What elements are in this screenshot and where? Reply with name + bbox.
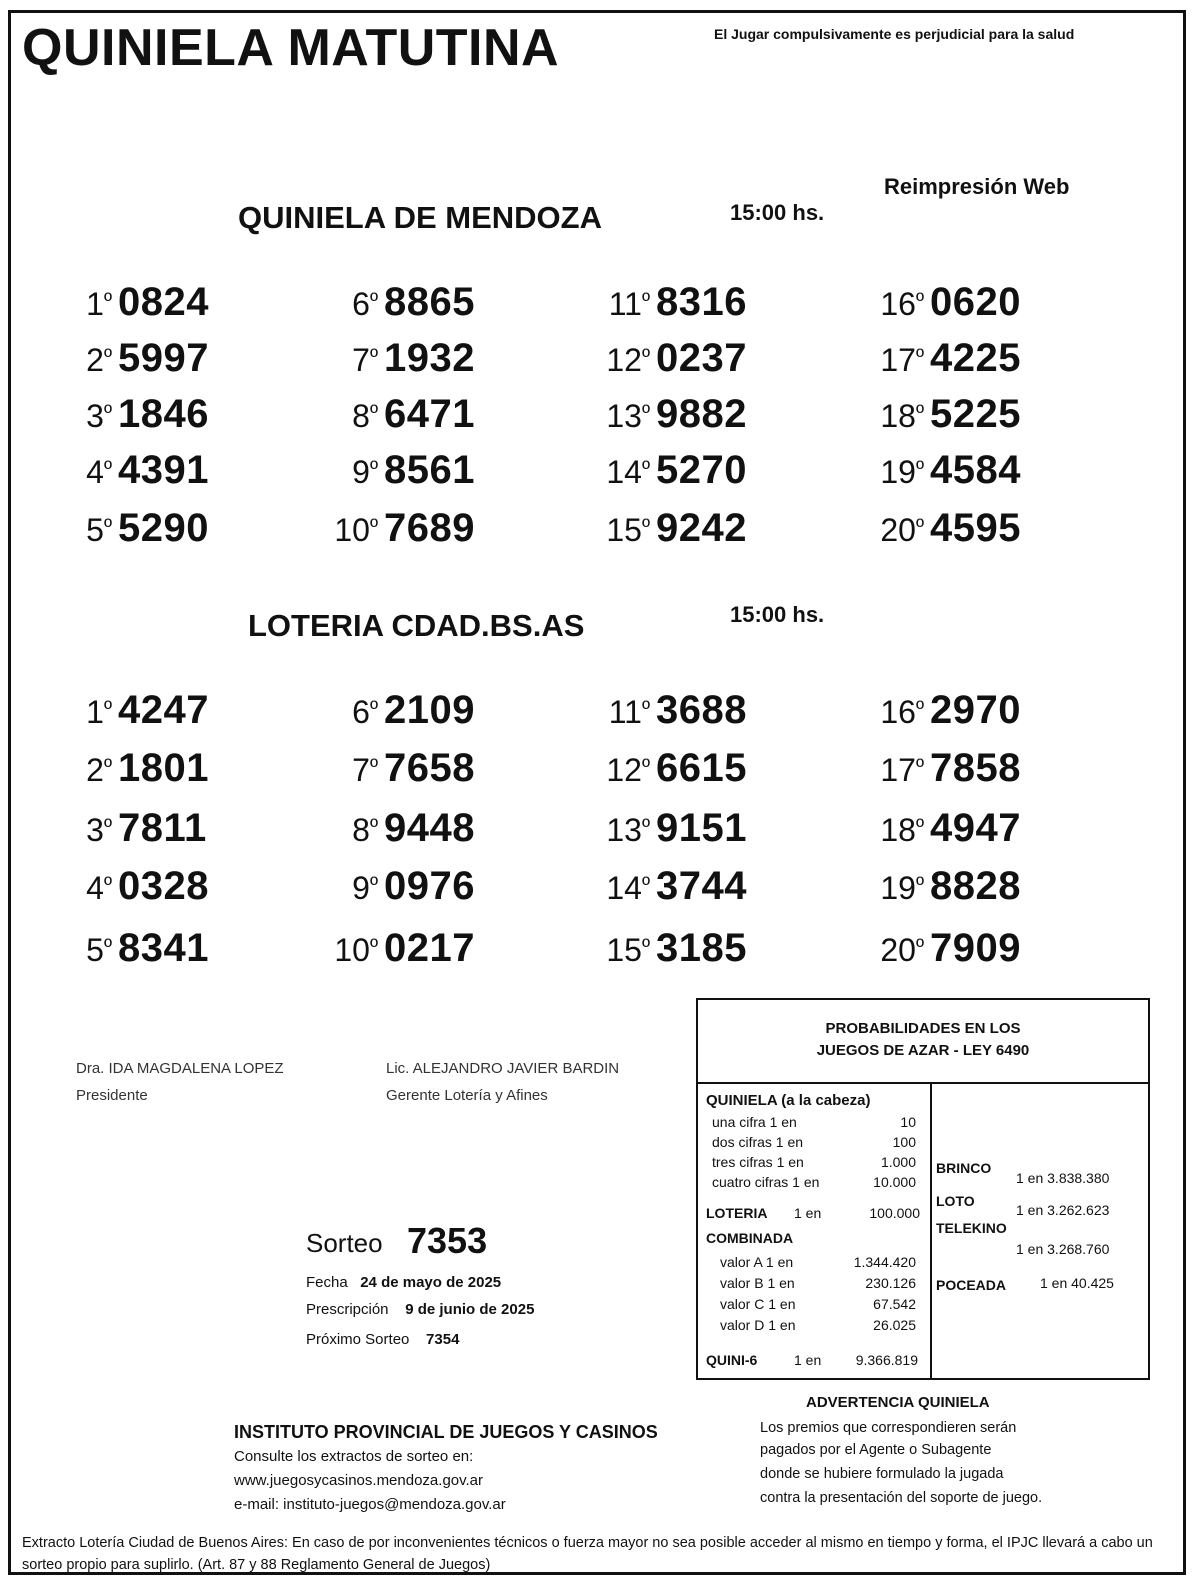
result-number: 4584 bbox=[930, 448, 1021, 492]
result-cell bbox=[572, 448, 747, 493]
result-cell bbox=[300, 688, 475, 733]
prob-row-value: 26.025 bbox=[873, 1317, 916, 1333]
prob-row-value: 10.000 bbox=[873, 1174, 916, 1190]
result-position: $15^º$ bbox=[606, 932, 650, 968]
advertencia-line: donde se hubiere formulado la jugada bbox=[760, 1466, 1004, 1482]
ordinal-mark: º bbox=[641, 814, 650, 839]
result-cell bbox=[846, 746, 1021, 791]
loteria-prob-label: LOTERIA bbox=[706, 1205, 768, 1221]
ordinal-mark: º bbox=[915, 400, 924, 425]
ordinal-mark: º bbox=[369, 456, 378, 481]
ordinal-mark: º bbox=[915, 754, 924, 779]
result-cell bbox=[40, 280, 209, 325]
result-number: 9242 bbox=[656, 506, 747, 550]
result-cell bbox=[300, 864, 475, 909]
result-cell bbox=[300, 746, 475, 791]
result-cell bbox=[300, 336, 475, 381]
advertencia-line: Los premios que correspondieren serán bbox=[760, 1420, 1017, 1436]
ordinal-mark: º bbox=[641, 288, 650, 313]
prob-row-value: 10 bbox=[900, 1114, 916, 1130]
ordinal-mark: º bbox=[369, 814, 378, 839]
result-cell bbox=[40, 746, 209, 791]
ordinal-mark: º bbox=[369, 288, 378, 313]
prob-row-value: 230.126 bbox=[865, 1275, 916, 1291]
result-position: $12^º$ bbox=[606, 752, 650, 788]
result-number: 5290 bbox=[118, 506, 209, 550]
result-cell bbox=[572, 336, 747, 381]
result-cell bbox=[40, 448, 209, 493]
prob-row-label: valor B 1 en bbox=[720, 1275, 795, 1291]
fecha-label: Fecha bbox=[306, 1274, 348, 1291]
ordinal-mark: º bbox=[103, 754, 112, 779]
result-cell bbox=[40, 392, 209, 437]
result-position: $13^º$ bbox=[606, 398, 650, 434]
result-position: $7^º$ bbox=[352, 342, 378, 378]
probabilities-title-line1: PROBABILIDADES EN LOS bbox=[825, 1020, 1021, 1037]
advertencia-line: pagados por el Agente o Subagente bbox=[760, 1442, 992, 1458]
result-number: 8341 bbox=[118, 926, 209, 970]
prob-row-value: 1.344.420 bbox=[853, 1254, 916, 1270]
result-position: $2^º$ bbox=[86, 752, 112, 788]
result-number: 4391 bbox=[118, 448, 209, 492]
result-number: 3744 bbox=[656, 864, 747, 908]
result-number: 8561 bbox=[384, 448, 475, 492]
ordinal-mark: º bbox=[915, 696, 924, 721]
result-number: 9151 bbox=[656, 806, 747, 850]
fecha-row bbox=[306, 1274, 501, 1291]
result-cell bbox=[846, 448, 1021, 493]
result-cell bbox=[300, 392, 475, 437]
signature-right-name: Lic. ALEJANDRO JAVIER BARDIN bbox=[386, 1060, 620, 1077]
result-number: 4947 bbox=[930, 806, 1021, 850]
result-position: $11^º$ bbox=[608, 286, 650, 322]
proximo-label: Próximo Sorteo bbox=[306, 1331, 410, 1348]
loteria-prob-en: 1 en bbox=[794, 1205, 822, 1221]
result-position: $4^º$ bbox=[86, 454, 112, 490]
prob-row-value: 1.000 bbox=[880, 1154, 916, 1170]
ordinal-mark: º bbox=[369, 514, 378, 539]
result-position: $9^º$ bbox=[352, 454, 378, 490]
probabilities-title bbox=[698, 1000, 1148, 1084]
footer-note: Extracto Lotería Ciudad de Buenos Aires: En caso de por inconvenientes técnicos o fuerza mayor no sea posible acceder al mismo en tiempo y forma, el IPJC llevará a cabo un sorteo propio para suplirlo. (Art. 87 y 88 Reglamento General de Juegos) bbox=[22, 1535, 1153, 1573]
prob-row-label: valor A 1 en bbox=[720, 1254, 794, 1270]
result-cell bbox=[40, 336, 209, 381]
result-cell bbox=[300, 806, 475, 851]
result-number: 7811 bbox=[118, 806, 207, 850]
result-number: 8316 bbox=[656, 280, 747, 324]
ordinal-mark: º bbox=[103, 514, 112, 539]
result-number: 4247 bbox=[118, 688, 209, 732]
result-number: 0217 bbox=[384, 926, 475, 970]
page-title: QUINIELA MATUTINA bbox=[22, 19, 560, 77]
result-number: 0824 bbox=[118, 280, 209, 324]
result-number: 7689 bbox=[384, 506, 475, 550]
result-position: $2^º$ bbox=[86, 342, 112, 378]
ordinal-mark: º bbox=[369, 400, 378, 425]
result-cell bbox=[572, 806, 747, 851]
ordinal-mark: º bbox=[369, 754, 378, 779]
quini6-prob-label: QUINI-6 bbox=[706, 1352, 758, 1368]
result-number: 8828 bbox=[930, 864, 1021, 908]
prescripcion-value: 9 de junio de 2025 bbox=[405, 1301, 535, 1318]
poceada-prob-value: 1 en 40.425 bbox=[1040, 1275, 1114, 1291]
ciudad-title: LOTERIA CDAD.BS.AS bbox=[248, 608, 585, 643]
ordinal-mark: º bbox=[369, 696, 378, 721]
result-position: $8^º$ bbox=[352, 398, 378, 434]
result-cell bbox=[300, 506, 475, 551]
ordinal-mark: º bbox=[641, 872, 650, 897]
result-cell bbox=[846, 280, 1021, 325]
ordinal-mark: º bbox=[103, 872, 112, 897]
result-position: $14^º$ bbox=[606, 454, 650, 490]
mendoza-time: 15:00 hs. bbox=[730, 200, 825, 225]
result-cell bbox=[40, 688, 209, 733]
probabilities-box bbox=[696, 998, 1150, 1380]
sorteo-label: Sorteo bbox=[306, 1228, 383, 1258]
ordinal-mark: º bbox=[641, 514, 650, 539]
telekino-prob-label: TELEKINO bbox=[936, 1220, 1007, 1236]
proximo-row bbox=[306, 1331, 459, 1348]
result-number: 3185 bbox=[656, 926, 747, 970]
ordinal-mark: º bbox=[641, 344, 650, 369]
result-number: 4595 bbox=[930, 506, 1021, 550]
result-number: 1846 bbox=[118, 392, 209, 436]
result-number: 5270 bbox=[656, 448, 747, 492]
prob-row-label: valor C 1 en bbox=[720, 1296, 796, 1312]
result-position: $16^º$ bbox=[880, 694, 924, 730]
result-cell bbox=[846, 864, 1021, 909]
ordinal-mark: º bbox=[641, 754, 650, 779]
result-position: $3^º$ bbox=[86, 398, 112, 434]
result-number: 2970 bbox=[930, 688, 1021, 732]
sorteo-number: 7353 bbox=[407, 1220, 488, 1261]
result-cell bbox=[846, 392, 1021, 437]
prob-row-label: dos cifras 1 en bbox=[712, 1134, 804, 1150]
ordinal-mark: º bbox=[103, 400, 112, 425]
ordinal-mark: º bbox=[915, 344, 924, 369]
ordinal-mark: º bbox=[103, 696, 112, 721]
result-cell bbox=[300, 926, 475, 971]
result-cell bbox=[572, 864, 747, 909]
ordinal-mark: º bbox=[103, 456, 112, 481]
result-position: $19^º$ bbox=[880, 454, 924, 490]
quini6-prob-en: 1 en bbox=[794, 1352, 822, 1368]
result-cell bbox=[572, 506, 747, 551]
result-position: $20^º$ bbox=[880, 932, 924, 968]
ordinal-mark: º bbox=[103, 288, 112, 313]
ordinal-mark: º bbox=[369, 872, 378, 897]
mendoza-title: QUINIELA DE MENDOZA bbox=[238, 200, 602, 235]
result-number: 4225 bbox=[930, 336, 1021, 380]
result-position: $8^º$ bbox=[352, 812, 378, 848]
result-number: 5997 bbox=[118, 336, 209, 380]
ciudad-time: 15:00 hs. bbox=[730, 602, 825, 627]
ordinal-mark: º bbox=[915, 872, 924, 897]
result-position: $15^º$ bbox=[606, 512, 650, 548]
ordinal-mark: º bbox=[915, 814, 924, 839]
combinada-prob-title: COMBINADA bbox=[706, 1230, 794, 1246]
prescripcion-label: Prescripción bbox=[306, 1301, 389, 1318]
signature-left-role: Presidente bbox=[76, 1087, 148, 1104]
instituto-email-link[interactable]: e-mail: instituto-juegos@mendoza.gov.ar bbox=[234, 1496, 506, 1513]
result-number: 7858 bbox=[930, 746, 1021, 790]
instituto-web-link[interactable]: www.juegosycasinos.mendoza.gov.ar bbox=[234, 1472, 484, 1489]
prob-row-label: valor D 1 en bbox=[720, 1317, 796, 1333]
result-cell bbox=[572, 926, 747, 971]
result-cell bbox=[40, 506, 209, 551]
advertencia-title: ADVERTENCIA QUINIELA bbox=[806, 1394, 990, 1411]
brinco-prob-value: 1 en 3.838.380 bbox=[1016, 1170, 1110, 1186]
result-cell bbox=[846, 926, 1021, 971]
ordinal-mark: º bbox=[641, 696, 650, 721]
ordinal-mark: º bbox=[915, 514, 924, 539]
instituto-title: INSTITUTO PROVINCIAL DE JUEGOS Y CASINOS bbox=[234, 1422, 658, 1442]
prob-row-label: una cifra 1 en bbox=[712, 1114, 797, 1130]
result-position: $18^º$ bbox=[880, 812, 924, 848]
result-number: 0328 bbox=[118, 864, 209, 908]
signature-left bbox=[76, 1055, 284, 1109]
instituto-line: Consulte los extractos de sorteo en: bbox=[234, 1448, 474, 1465]
result-number: 7909 bbox=[930, 926, 1021, 970]
result-cell bbox=[572, 746, 747, 791]
reprint-label: Reimpresión Web bbox=[884, 174, 1070, 199]
prob-row-value: 67.542 bbox=[873, 1296, 916, 1312]
result-position: $17^º$ bbox=[880, 752, 924, 788]
ordinal-mark: º bbox=[103, 814, 112, 839]
result-position: $10^º$ bbox=[334, 512, 378, 548]
telekino-prob-value: 1 en 3.268.760 bbox=[1016, 1241, 1110, 1257]
result-position: $20^º$ bbox=[880, 512, 924, 548]
advertencia-line: contra la presentación del soporte de juego. bbox=[760, 1490, 1043, 1506]
ordinal-mark: º bbox=[103, 934, 112, 959]
loto-prob-label: LOTO bbox=[936, 1193, 975, 1209]
result-number: 9448 bbox=[384, 806, 475, 850]
result-position: $3^º$ bbox=[86, 812, 112, 848]
result-number: 1932 bbox=[384, 336, 475, 380]
result-position: $5^º$ bbox=[86, 512, 112, 548]
signature-left-name: Dra. IDA MAGDALENA LOPEZ bbox=[76, 1060, 284, 1077]
result-number: 6615 bbox=[656, 746, 747, 790]
brinco-prob-label: BRINCO bbox=[936, 1160, 992, 1176]
result-number: 8865 bbox=[384, 280, 475, 324]
result-cell bbox=[40, 806, 207, 851]
ordinal-mark: º bbox=[103, 344, 112, 369]
proximo-value: 7354 bbox=[426, 1331, 460, 1348]
result-position: $17^º$ bbox=[880, 342, 924, 378]
prob-row-label: cuatro cifras 1 en bbox=[712, 1174, 820, 1190]
result-position: $9^º$ bbox=[352, 870, 378, 906]
result-number: 0237 bbox=[656, 336, 747, 380]
result-cell bbox=[40, 926, 209, 971]
result-position: $7^º$ bbox=[352, 752, 378, 788]
result-number: 7658 bbox=[384, 746, 475, 790]
result-position: $16^º$ bbox=[880, 286, 924, 322]
result-position: $11^º$ bbox=[608, 694, 650, 730]
quini6-prob-value: 9.366.819 bbox=[855, 1352, 918, 1368]
result-cell bbox=[846, 506, 1021, 551]
prescripcion-row bbox=[306, 1301, 534, 1318]
ordinal-mark: º bbox=[915, 934, 924, 959]
result-position: $1^º$ bbox=[86, 286, 112, 322]
ordinal-mark: º bbox=[641, 934, 650, 959]
ordinal-mark: º bbox=[369, 934, 378, 959]
loteria-prob-value: 100.000 bbox=[869, 1205, 920, 1221]
result-cell bbox=[846, 806, 1021, 851]
result-number: 1801 bbox=[118, 746, 209, 790]
result-cell bbox=[572, 280, 747, 325]
result-number: 5225 bbox=[930, 392, 1021, 436]
signature-right bbox=[386, 1055, 619, 1109]
ordinal-mark: º bbox=[641, 400, 650, 425]
result-number: 3688 bbox=[656, 688, 747, 732]
result-number: 0976 bbox=[384, 864, 475, 908]
result-position: $19^º$ bbox=[880, 870, 924, 906]
result-number: 2109 bbox=[384, 688, 475, 732]
signature-right-role: Gerente Lotería y Afines bbox=[386, 1087, 548, 1104]
result-cell bbox=[300, 280, 475, 325]
result-cell bbox=[40, 864, 209, 909]
result-position: $14^º$ bbox=[606, 870, 650, 906]
result-cell bbox=[300, 448, 475, 493]
ordinal-mark: º bbox=[915, 288, 924, 313]
result-cell bbox=[846, 688, 1021, 733]
result-cell bbox=[572, 688, 747, 733]
prob-row-label: tres cifras 1 en bbox=[712, 1154, 804, 1170]
result-cell bbox=[572, 392, 747, 437]
result-position: $1^º$ bbox=[86, 694, 112, 730]
probabilities-title-line2: JUEGOS DE AZAR - LEY 6490 bbox=[816, 1042, 1030, 1059]
quiniela-prob-title: QUINIELA (a la cabeza) bbox=[706, 1092, 871, 1109]
result-position: $6^º$ bbox=[352, 694, 378, 730]
poceada-prob-label: POCEADA bbox=[936, 1277, 1007, 1293]
health-warning: El Jugar compulsivamente es perjudicial para la salud bbox=[714, 26, 1075, 42]
result-position: $10^º$ bbox=[334, 932, 378, 968]
fecha-value: 24 de mayo de 2025 bbox=[360, 1274, 502, 1291]
result-position: $5^º$ bbox=[86, 932, 112, 968]
ordinal-mark: º bbox=[369, 344, 378, 369]
result-number: 6471 bbox=[384, 392, 475, 436]
loto-prob-value: 1 en 3.262.623 bbox=[1016, 1202, 1110, 1218]
result-number: 9882 bbox=[656, 392, 747, 436]
result-position: $4^º$ bbox=[86, 870, 112, 906]
result-position: $6^º$ bbox=[352, 286, 378, 322]
ordinal-mark: º bbox=[915, 456, 924, 481]
result-position: $13^º$ bbox=[606, 812, 650, 848]
prob-row-value: 100 bbox=[892, 1134, 916, 1150]
probabilities-divider bbox=[930, 1084, 932, 1378]
ordinal-mark: º bbox=[641, 456, 650, 481]
result-cell bbox=[846, 336, 1021, 381]
result-number: 0620 bbox=[930, 280, 1021, 324]
result-position: $18^º$ bbox=[880, 398, 924, 434]
result-position: $12^º$ bbox=[606, 342, 650, 378]
